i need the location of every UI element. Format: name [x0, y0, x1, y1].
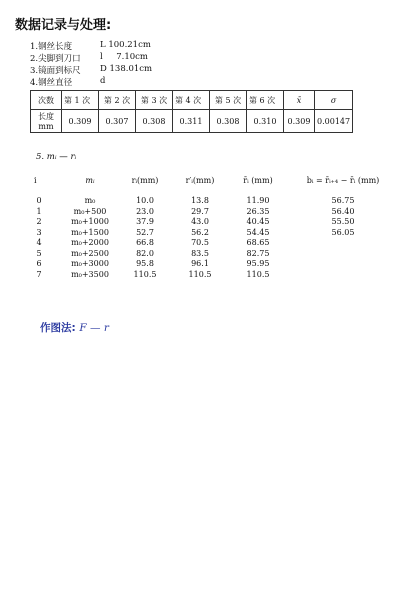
table-cell: 1 — [36, 206, 42, 216]
item-value: l 7.10cm — [100, 52, 148, 62]
graph-label: 作图法: — [40, 322, 76, 334]
table-cell: 70.5 — [191, 238, 209, 247]
table-cell: 95.95 — [246, 259, 270, 268]
item-value: L 100.21cm — [100, 40, 151, 50]
graph-formula: F — r — [79, 322, 109, 334]
table-cell: m₀+500 — [73, 206, 107, 216]
header-cell: 第 2 次 — [99, 91, 136, 110]
table-cell: 0.00147 — [315, 110, 353, 133]
item-label: 3.镜面到标尺 — [30, 66, 81, 76]
header-cell: 第 3 次 — [136, 91, 173, 110]
header-cell: σ — [315, 91, 353, 110]
table-cell: 2 — [36, 217, 42, 226]
table-cell: 110.5 — [133, 269, 157, 279]
table-cell: 0.310 — [247, 110, 284, 133]
table-cell: 3 — [36, 227, 42, 237]
table-cell: 13.8 — [191, 196, 209, 205]
header-cell: 第 6 次 — [247, 91, 284, 110]
table-cell: 55.50 — [331, 217, 355, 226]
header-cell: 第 1 次 — [62, 91, 99, 110]
table-header-row — [31, 91, 353, 110]
header-cell: 次数 — [31, 91, 62, 110]
measurement-table — [30, 90, 353, 133]
table-cell: 0.311 — [173, 110, 210, 133]
table-cell: 66.8 — [136, 238, 154, 247]
item-value: d — [100, 76, 106, 86]
table-cell: 0.309 — [284, 110, 315, 133]
table-cell: 82.75 — [246, 248, 270, 258]
item-wire-length — [30, 40, 151, 52]
table-cell: 54.45 — [246, 227, 270, 237]
table-row — [31, 110, 353, 133]
item-tip-to-edge — [30, 52, 148, 64]
header-cell: bᵢ = r̄ᵢ₊₄ − r̄ᵢ (mm) — [306, 176, 380, 185]
header-cell: x̄ — [284, 91, 315, 110]
table-cell: 56.2 — [191, 227, 209, 237]
table-cell: 82.0 — [136, 248, 154, 258]
graph-method-heading — [40, 320, 109, 335]
table-cell: m₀+1000 — [71, 217, 109, 226]
table-cell: 0.309 — [62, 110, 99, 133]
table-cell: 37.9 — [136, 217, 154, 226]
table-cell: 10.0 — [136, 196, 154, 205]
table-cell: 110.5 — [188, 269, 212, 279]
table-cell: 56.40 — [331, 206, 355, 216]
table-cell: m₀+3000 — [71, 259, 109, 268]
table-cell: 43.0 — [191, 217, 209, 226]
header-cell: 第 5 次 — [210, 91, 247, 110]
table-cell: 26.35 — [246, 206, 270, 216]
header-cell: i — [34, 176, 37, 185]
table-cell: 56.05 — [331, 227, 355, 237]
table-cell: 68.65 — [246, 238, 270, 247]
table-cell: 56.75 — [331, 196, 355, 205]
table-cell: 23.0 — [136, 206, 154, 216]
table-cell: 0 — [36, 196, 42, 205]
table-cell: 4 — [36, 238, 42, 247]
table-cell: m₀+2000 — [71, 238, 109, 247]
table-cell: m₀+1500 — [71, 227, 109, 237]
table-cell: 7 — [36, 269, 42, 279]
header-cell: rᵢ(mm) — [131, 176, 159, 185]
header-cell: r̄ᵢ (mm) — [243, 176, 273, 185]
table-cell: m₀ — [84, 196, 96, 205]
table-cell: 52.7 — [136, 227, 154, 237]
item-value: D 138.01cm — [100, 64, 153, 74]
item-label: 2.尖脚到刀口 — [30, 54, 81, 64]
page-title: 数据记录与处理: — [15, 18, 112, 33]
table-cell: 5 — [36, 248, 42, 258]
table-cell: m₀+2500 — [71, 248, 109, 258]
table-cell: 96.1 — [191, 259, 209, 268]
item-wire-diameter — [30, 76, 106, 88]
header-cell: mᵢ — [85, 176, 95, 185]
table-cell: 0.308 — [136, 110, 173, 133]
table-cell: 110.5 — [246, 269, 270, 279]
table-cell: 0.307 — [99, 110, 136, 133]
section-heading: 5. mᵢ — rᵢ — [36, 152, 77, 162]
table-cell: 95.8 — [136, 259, 154, 268]
table-cell: 6 — [36, 259, 42, 268]
item-label: 4.钢丝直径 — [30, 78, 73, 88]
item-mirror-to-scale — [30, 64, 153, 76]
row-label: 长度 mm — [31, 110, 62, 133]
table-cell: 0.308 — [210, 110, 247, 133]
table-cell: 11.90 — [246, 196, 270, 205]
header-cell: r′ᵢ(mm) — [185, 176, 215, 185]
table-cell: 83.5 — [191, 248, 209, 258]
table-cell: 40.45 — [246, 217, 270, 226]
item-label: 1.钢丝长度 — [30, 42, 73, 52]
header-cell: 第 4 次 — [173, 91, 210, 110]
table-cell: m₀+3500 — [71, 269, 109, 279]
table-cell: 29.7 — [191, 206, 209, 216]
